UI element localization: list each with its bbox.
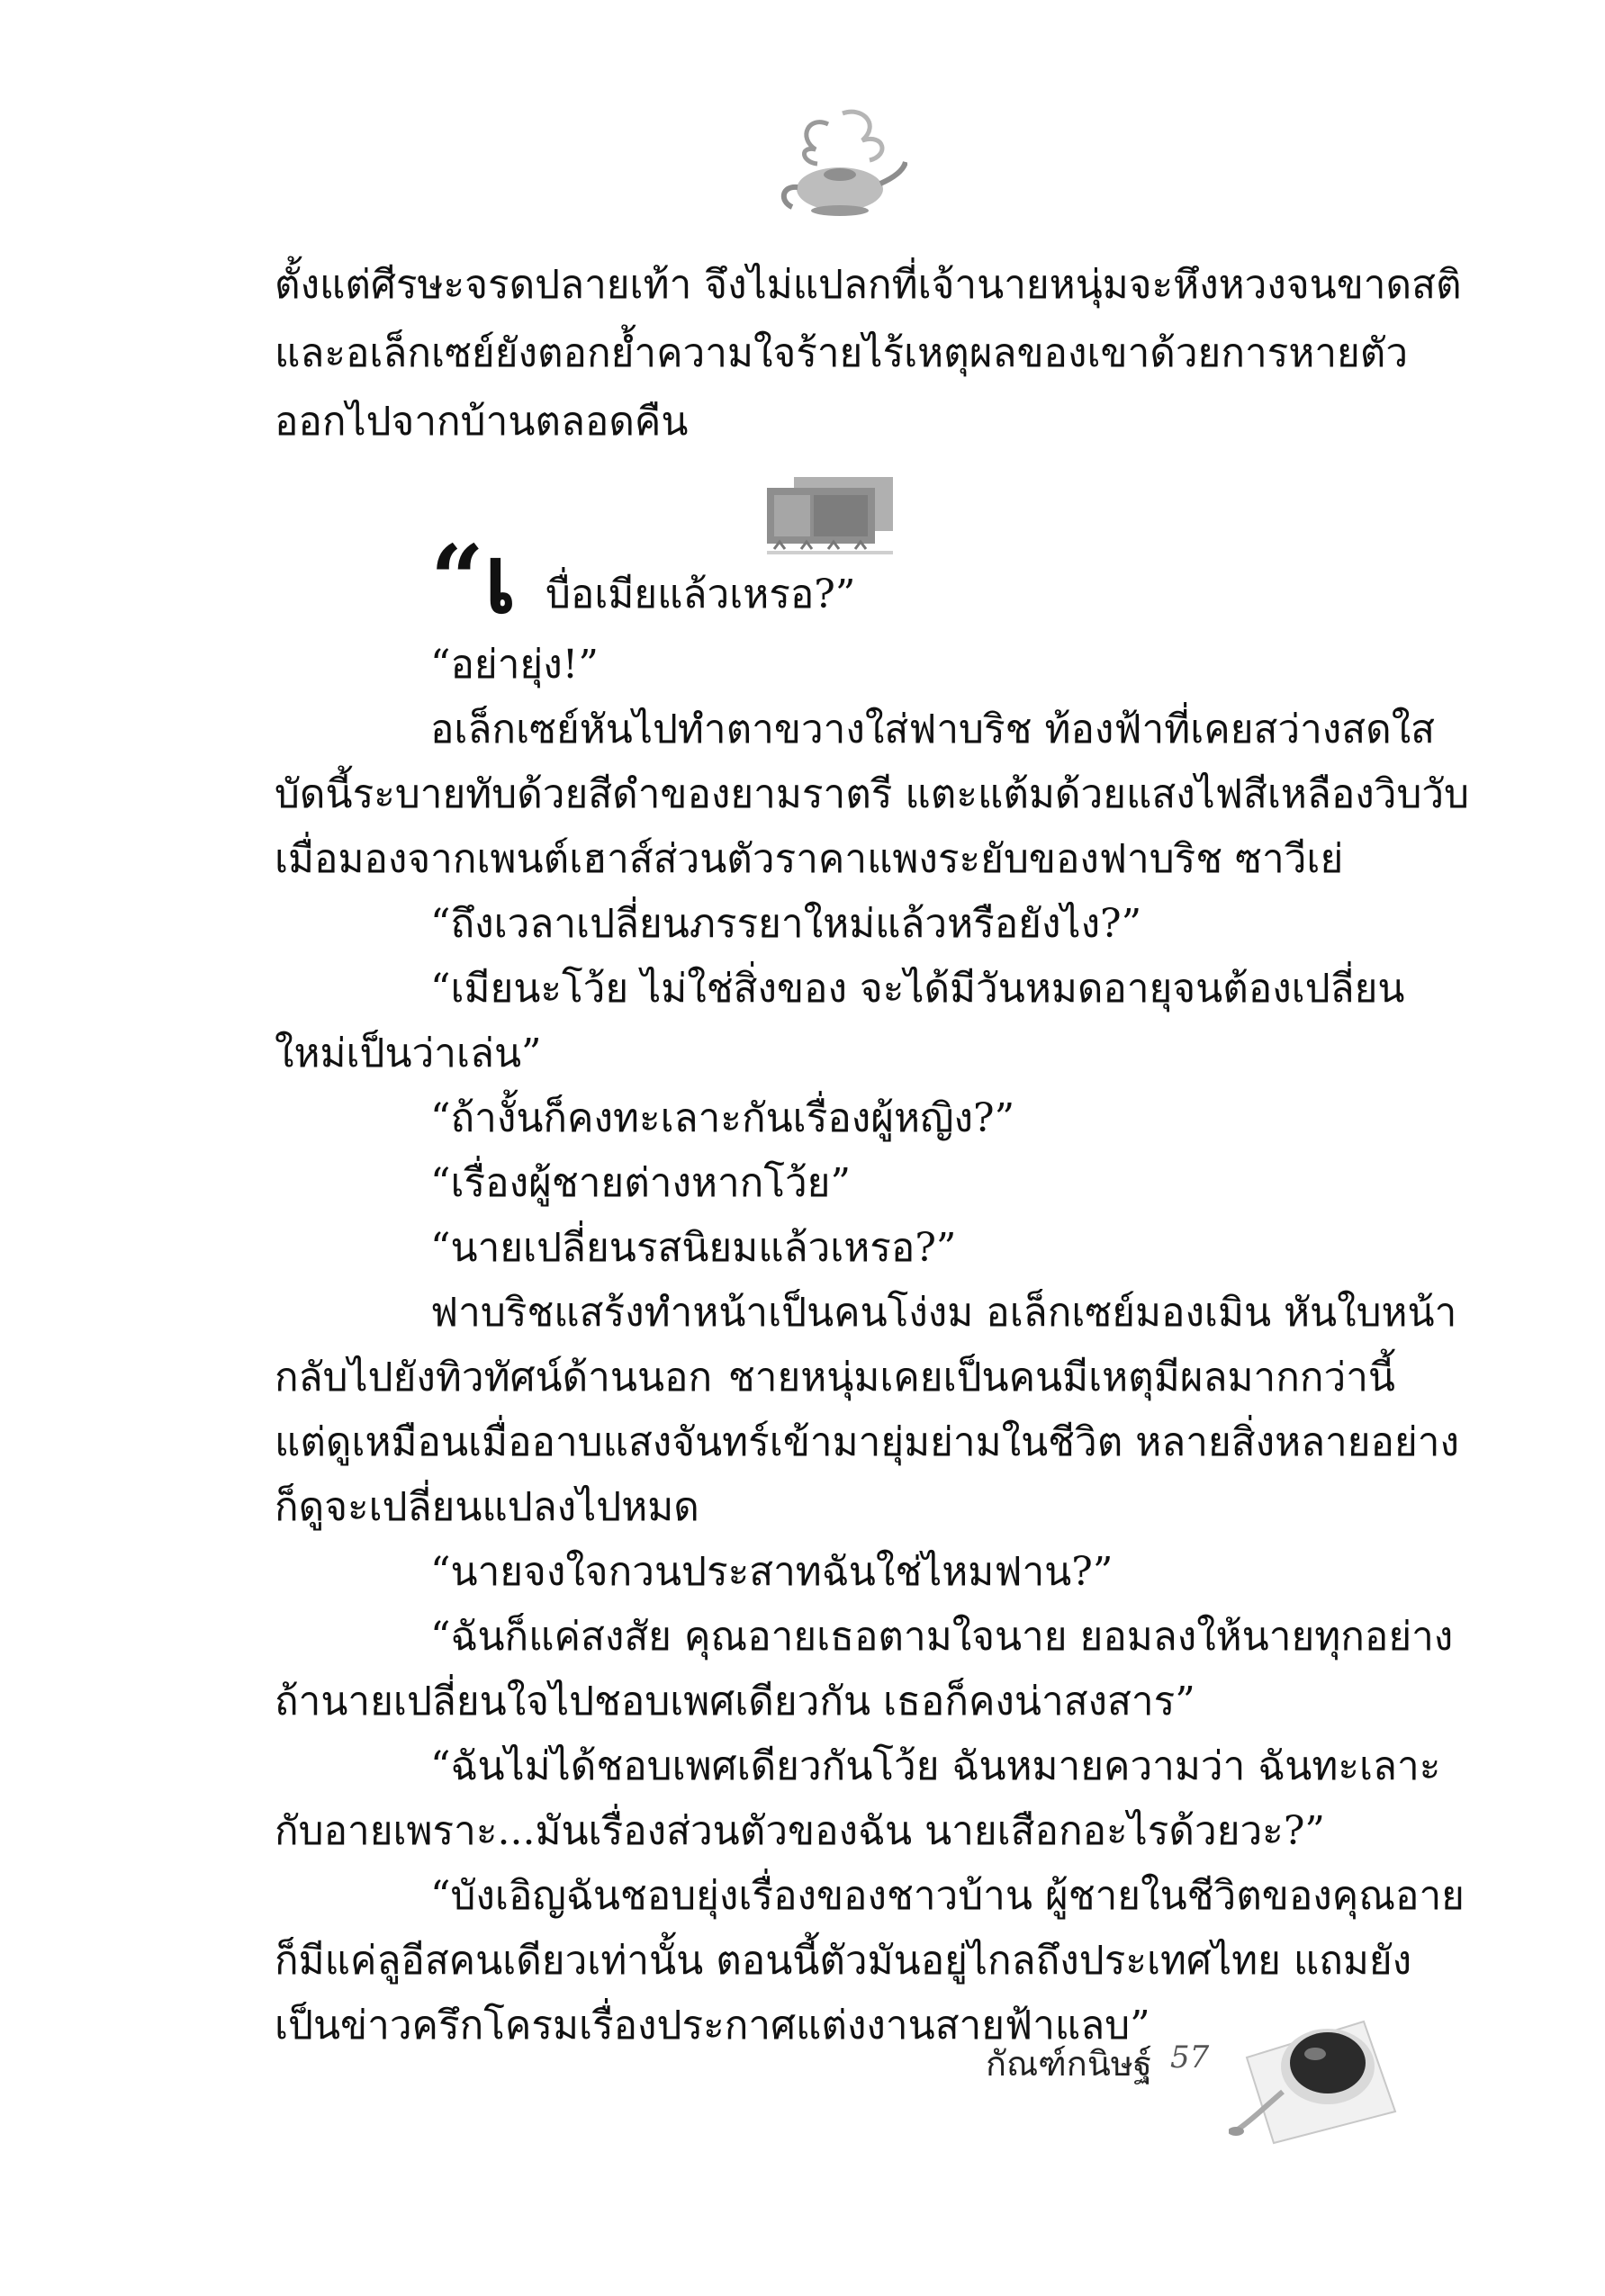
dialog-line: กับอายเพราะ...มันเรื่องส่วนตัวของฉัน นายเสือกอะไรด้วยวะ?” [275, 1808, 1325, 1854]
dialog-line: “เมียนะโว้ย ไม่ใช่สิ่งของ จะได้มีวันหมดอายุจนต้องเปลี่ยน [430, 966, 1405, 1012]
dialog-line: “นายเปลี่ยนรสนิยมแล้วเหรอ?” [430, 1225, 957, 1271]
paragraph-line: แต่ดูเหมือนเมื่ออาบแสงจันทร์เข้ามายุ่มย่ามในชีวิต หลายสิ่งหลายอย่าง [275, 1419, 1459, 1465]
paragraph-line: อเล็กเซย์หันไปทำตาขวางใส่ฟาบริช ท้องฟ้าที่เคยสว่างสดใส [430, 707, 1436, 752]
paragraph-line: ก็ดูจะเปลี่ยนแปลงไปหมด [275, 1484, 699, 1530]
dialog-line: ก็มีแค่ลูอีสคนเดียวเท่านั้น ตอนนี้ตัวมันอยู่ไกลถึงประเทศไทย แถมยัง [275, 1938, 1412, 1984]
dialog-line: “นายจงใจกวนประสาทฉันใช่ไหมฟาน?” [430, 1549, 1114, 1595]
footer-author: กัณฑ์กนิษฐ์ [986, 2044, 1152, 2084]
dialog-line: “เรื่องผู้ชายต่างหากโว้ย” [430, 1160, 851, 1206]
dialog-line: บื่อเมียแล้วเหรอ?” [546, 572, 856, 617]
paragraph-line: กลับไปยังทิวทัศน์ด้านนอก ชายหนุ่มเคยเป็นคนมีเหตุมีผลมากกว่านี้ [275, 1355, 1395, 1400]
dialog-line: เป็นข่าวครึกโครมเรื่องประกาศแต่งงานสายฟ้าแลบ” [275, 2003, 1150, 2048]
paragraph-line: เมื่อมองจากเพนต์เฮาส์ส่วนตัวราคาแพงระยับของฟาบริช ซาวีเย่ [275, 836, 1344, 882]
page-number: 57 [1170, 2039, 1210, 2075]
dialog-line: ใหม่เป็นว่าเล่น” [275, 1031, 542, 1076]
paragraph-line: ตั้งแต่ศีรษะจรดปลายเท้า จึงไม่แปลกที่เจ้านายหนุ่มจะหึงหวงจนขาดสติ [275, 262, 1462, 308]
teapot-ornament-icon [772, 106, 907, 223]
dialog-line: “ฉันไม่ได้ชอบเพศเดียวกันโว้ย ฉันหมายความว่า ฉันทะเลาะ [430, 1743, 1441, 1789]
dialog-line: ถ้านายเปลี่ยนใจไปชอบเพศเดียวกัน เธอก็คงน่าสงสาร” [275, 1679, 1195, 1724]
scene-break-ornament-icon [767, 477, 893, 560]
coffee-cup-icon [1229, 1994, 1400, 2147]
dialog-line: “อย่ายุ่ง!” [430, 642, 599, 688]
paragraph-line: ฟาบริชแสร้งทำหน้าเป็นคนโง่งม อเล็กเซย์มองเมิน หันใบหน้า [430, 1290, 1457, 1336]
paragraph-line: ออกไปจากบ้านตลอดคืน [275, 399, 689, 445]
dialog-line: “ถึงเวลาเปลี่ยนภรรยาใหม่แล้วหรือยังไง?” [430, 901, 1142, 947]
dialog-line: “ฉันก็แค่สงสัย คุณอายเธอตามใจนาย ยอมลงให้นายทุกอย่าง [430, 1614, 1454, 1660]
paragraph-line: บัดนี้ระบายทับด้วยสีดำของยามราตรี แตะแต้มด้วยแสงไฟสีเหลืองวิบวับ [275, 771, 1470, 817]
dialog-line: “บังเอิญฉันชอบยุ่งเรื่องของชาวบ้าน ผู้ชายในชีวิตของคุณอาย [430, 1873, 1465, 1919]
drop-cap: “เ [430, 524, 517, 635]
dialog-line: “ถ้างั้นก็คงทะเลาะกันเรื่องผู้หญิง?” [430, 1095, 1015, 1141]
paragraph-line: และอเล็กเซย์ยังตอกย้ำความใจร้ายไร้เหตุผลของเขาด้วยการหายตัว [275, 330, 1409, 376]
